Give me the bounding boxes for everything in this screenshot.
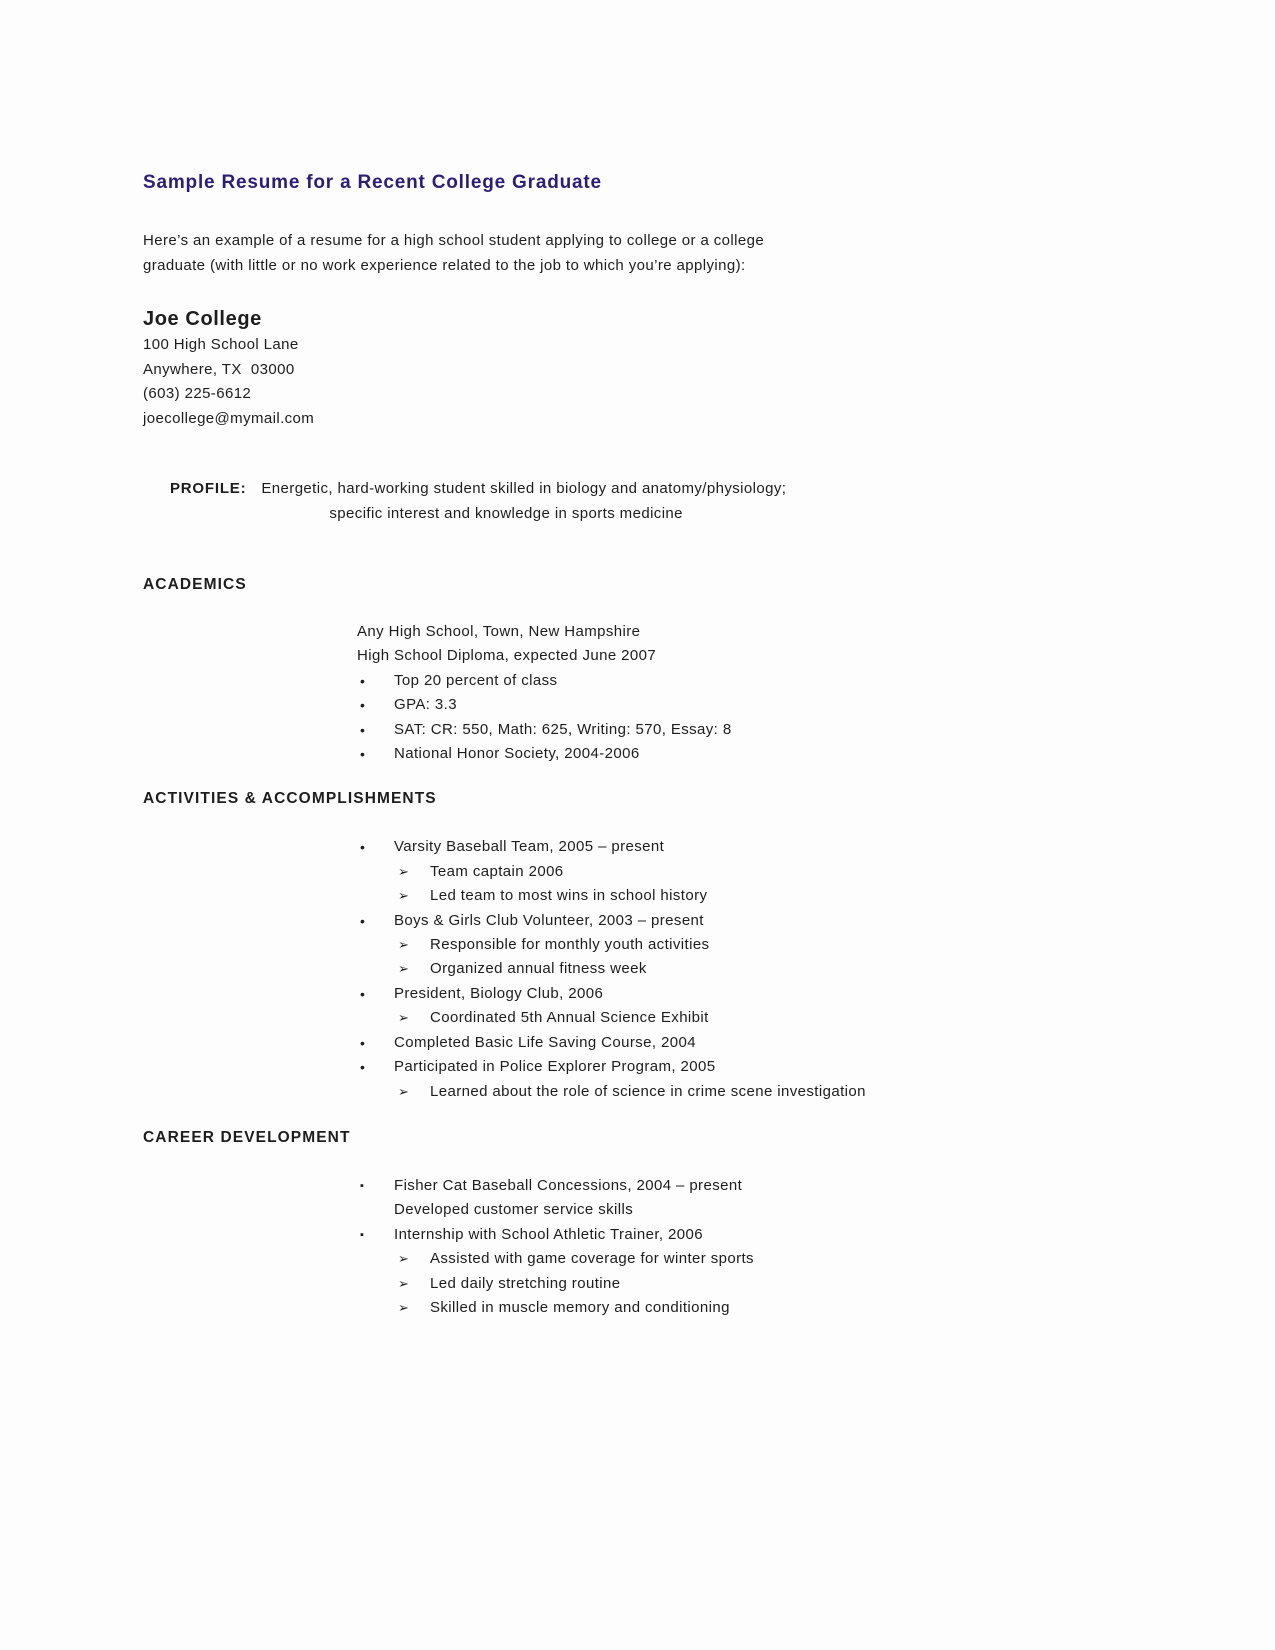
career-heading: CAREER DEVELOPMENT [143, 1128, 351, 1146]
bullet-text: Varsity Baseball Team, 2005 – present [394, 838, 665, 856]
profile-text [261, 477, 786, 526]
bullet-text: SAT: CR: 550, Math: 625, Writing: 570, Essay: 8 [394, 720, 732, 738]
list-item [357, 1174, 1170, 1198]
sub-bullet-text: Led team to most wins in school history [430, 887, 708, 905]
candidate-name: Joe College [143, 308, 262, 330]
list-item [357, 1223, 1170, 1247]
bullet-icon: • [360, 746, 366, 763]
activities-heading: ACTIVITIES & ACCOMPLISHMENTS [143, 790, 437, 808]
square-bullet-icon: ▪ [360, 1228, 365, 1241]
bullet-text: Internship with School Athletic Trainer, 2006 [394, 1225, 704, 1243]
profile-section [170, 477, 1170, 526]
arrow-bullet-icon: ➢ [398, 961, 410, 977]
sub-list-item [357, 1247, 1170, 1271]
contact-block [143, 306, 1170, 431]
profile-label: PROFILE: [170, 480, 247, 497]
sub-bullet-text: Responsible for monthly youth activities [430, 936, 710, 954]
sub-bullet-text: Team captain 2006 [430, 862, 564, 880]
sub-list-item [357, 1006, 1170, 1030]
sub-list-item [357, 884, 1170, 908]
arrow-bullet-icon: ➢ [398, 1275, 410, 1291]
career-content [357, 1174, 1170, 1320]
sub-bullet-text: Skilled in muscle memory and conditioning [430, 1298, 730, 1316]
bullet-icon: • [360, 1034, 366, 1051]
list-item [357, 1055, 1170, 1079]
page-title: Sample Resume for a Recent College Graduate [143, 172, 602, 193]
bullet-continuation-text: Developed customer service skills [394, 1201, 634, 1219]
arrow-bullet-icon: ➢ [398, 937, 410, 953]
sub-list-item [357, 1272, 1170, 1296]
sub-list-item [357, 1080, 1170, 1104]
square-bullet-icon: ▪ [360, 1179, 365, 1192]
intro-line-2: graduate (with little or no work experience related to the job to which you’re applying): [143, 257, 746, 274]
sub-bullet-text: Coordinated 5th Annual Science Exhibit [430, 1009, 709, 1027]
activities-content [357, 835, 1170, 1103]
list-item [357, 693, 1170, 717]
bullet-icon: • [360, 912, 366, 929]
sub-bullet-text: Assisted with game coverage for winter sports [430, 1250, 754, 1268]
list-item [357, 982, 1170, 1006]
list-item [357, 669, 1170, 693]
arrow-bullet-icon: ➢ [398, 863, 410, 879]
bullet-text: Top 20 percent of class [394, 671, 558, 689]
school-line-1: Any High School, Town, New Hampshire [357, 623, 641, 640]
bullet-text: Boys & Girls Club Volunteer, 2003 – present [394, 911, 704, 929]
academics-content [357, 620, 1170, 766]
arrow-bullet-icon: ➢ [398, 1083, 410, 1099]
bullet-icon: • [360, 1059, 366, 1076]
intro-line-1: Here’s an example of a resume for a high school student applying to college or a college [143, 232, 765, 249]
email-address: joecollege@mymail.com [143, 409, 315, 427]
bullet-text: Participated in Police Explorer Program, 2005 [394, 1058, 716, 1076]
bullet-icon: • [360, 985, 366, 1002]
sub-list-item [357, 860, 1170, 884]
academics-heading: ACADEMICS [143, 576, 247, 593]
bullet-icon: • [360, 721, 366, 738]
intro-paragraph [143, 228, 1170, 278]
phone-number: (603) 225-6612 [143, 385, 252, 402]
bullet-icon: • [360, 839, 366, 856]
school-line-2: High School Diploma, expected June 2007 [357, 647, 657, 665]
arrow-bullet-icon: ➢ [398, 1251, 410, 1267]
bullet-text: National Honor Society, 2004-2006 [394, 745, 640, 763]
bullet-text: GPA: 3.3 [394, 696, 457, 714]
list-item [357, 742, 1170, 766]
bullet-text: President, Biology Club, 2006 [394, 984, 604, 1002]
profile-line-1: Energetic, hard-working student skilled in biology and anatomy/physiology; [261, 480, 787, 497]
bullet-icon: • [360, 697, 366, 714]
address-line-1: 100 High School Lane [143, 336, 299, 353]
list-item [357, 835, 1170, 859]
list-item [357, 718, 1170, 742]
sub-bullet-text: Learned about the role of science in crime scene investigation [430, 1082, 866, 1100]
sub-bullet-text: Organized annual fitness week [430, 960, 647, 978]
sub-list-item [357, 1296, 1170, 1320]
sub-bullet-text: Led daily stretching routine [430, 1274, 621, 1292]
list-item [357, 909, 1170, 933]
arrow-bullet-icon: ➢ [398, 1299, 410, 1315]
bullet-text: Completed Basic Life Saving Course, 2004 [394, 1033, 696, 1051]
address-line-2: Anywhere, TX 03000 [143, 360, 295, 378]
sub-list-item [357, 957, 1170, 981]
list-item [357, 1031, 1170, 1055]
bullet-icon: • [360, 672, 366, 689]
sub-list-item [357, 933, 1170, 957]
bullet-text: Fisher Cat Baseball Concessions, 2004 – present [394, 1176, 743, 1194]
arrow-bullet-icon: ➢ [398, 888, 410, 904]
profile-line-2: specific interest and knowledge in sports medicine [329, 504, 683, 522]
arrow-bullet-icon: ➢ [398, 1010, 410, 1026]
